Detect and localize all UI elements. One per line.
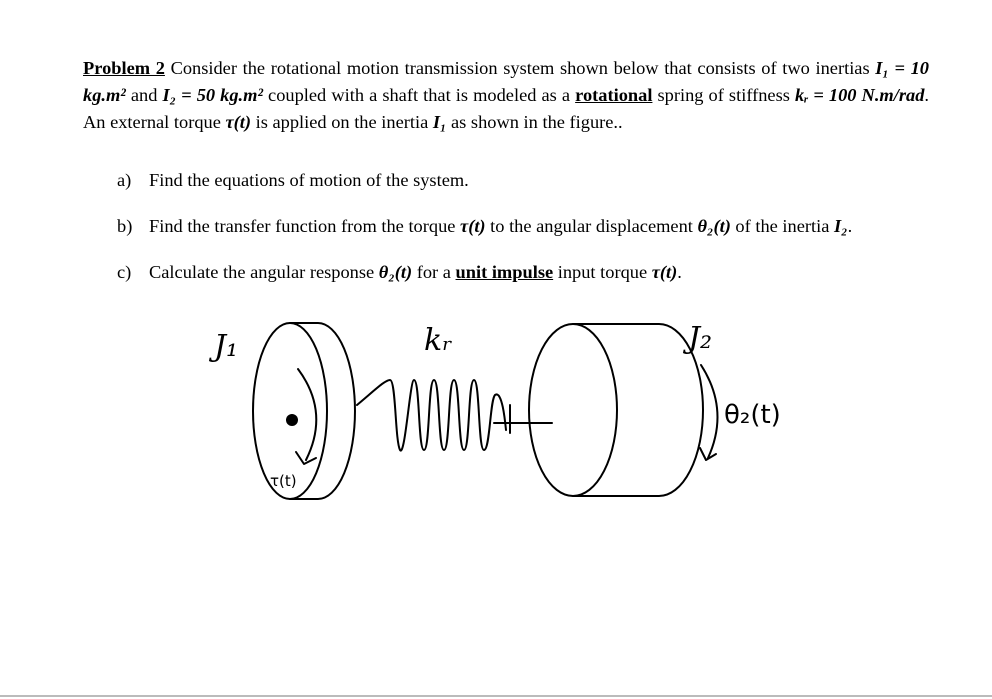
part-c-text-4: . (677, 262, 682, 282)
spring-coil (357, 380, 506, 451)
theta-arrowhead (700, 448, 716, 460)
part-b-letter: b) (117, 216, 133, 236)
part-b-text-1: Find the transfer function from the torque (149, 216, 461, 236)
problem-text-3: coupled with a shaft that is modeled as a (262, 85, 576, 105)
theta-label: θ₂(t) (724, 400, 781, 430)
inertia-2-body (573, 324, 703, 496)
part-c-torque: τ(t) (651, 262, 678, 282)
kr-label: kᵣ (424, 323, 453, 358)
part-c-text-2: for a (412, 262, 456, 282)
part-b-text-3: of the inertia (730, 216, 834, 236)
part-b-torque: τ(t) (460, 216, 486, 236)
part-c-letter: c) (117, 262, 132, 282)
part-b-text-4: . (847, 216, 853, 236)
part-b-text-2: to the angular displacement (485, 216, 698, 236)
problem-text-5: . An external torque (83, 85, 929, 132)
unit-impulse-phrase: unit impulse (455, 262, 554, 282)
tau-label: τ(t) (270, 472, 297, 490)
j2-label: J₂ (688, 321, 713, 356)
problem-text-2: and (125, 85, 163, 105)
j1-label: J₁ (214, 329, 239, 364)
center-dot (286, 414, 298, 426)
part-c-theta: θ₂(t) (378, 262, 413, 282)
problem-heading: Problem 2 (83, 58, 165, 78)
inertia-1-value: I₁ = 10 kg.m² (83, 58, 929, 105)
inertia-1-disk-body (290, 323, 355, 499)
inertia-1-symbol: I₁ (432, 112, 447, 132)
page-bottom-border (0, 695, 992, 697)
rotational-word: rotational (575, 85, 653, 105)
part-a-text: Find the equations of motion of the system. (149, 170, 469, 190)
torque-arc (298, 369, 316, 460)
part-c-text-3: input torque (553, 262, 652, 282)
torque-symbol: τ(t) (225, 112, 252, 132)
problem-text-6: is applied on the inertia (251, 112, 433, 132)
inertia-2-face (529, 324, 617, 496)
problem-text-1: Consider the rotational motion transmission system shown below that consists of two inertias (164, 58, 876, 78)
problem-text-7: as shown in the figure.. (446, 112, 623, 132)
inertia-2-value: I₂ = 50 kg.m² (162, 85, 263, 105)
part-a-letter: a) (117, 170, 132, 190)
part-b-inertia: I₂ (833, 216, 848, 236)
stiffness-value: kᵣ = 100 N.m/rad (794, 85, 925, 105)
problem-text-4: spring of stiffness (652, 85, 795, 105)
part-b-theta: θ₂(t) (697, 216, 731, 236)
part-c-text-1: Calculate the angular response (149, 262, 379, 282)
